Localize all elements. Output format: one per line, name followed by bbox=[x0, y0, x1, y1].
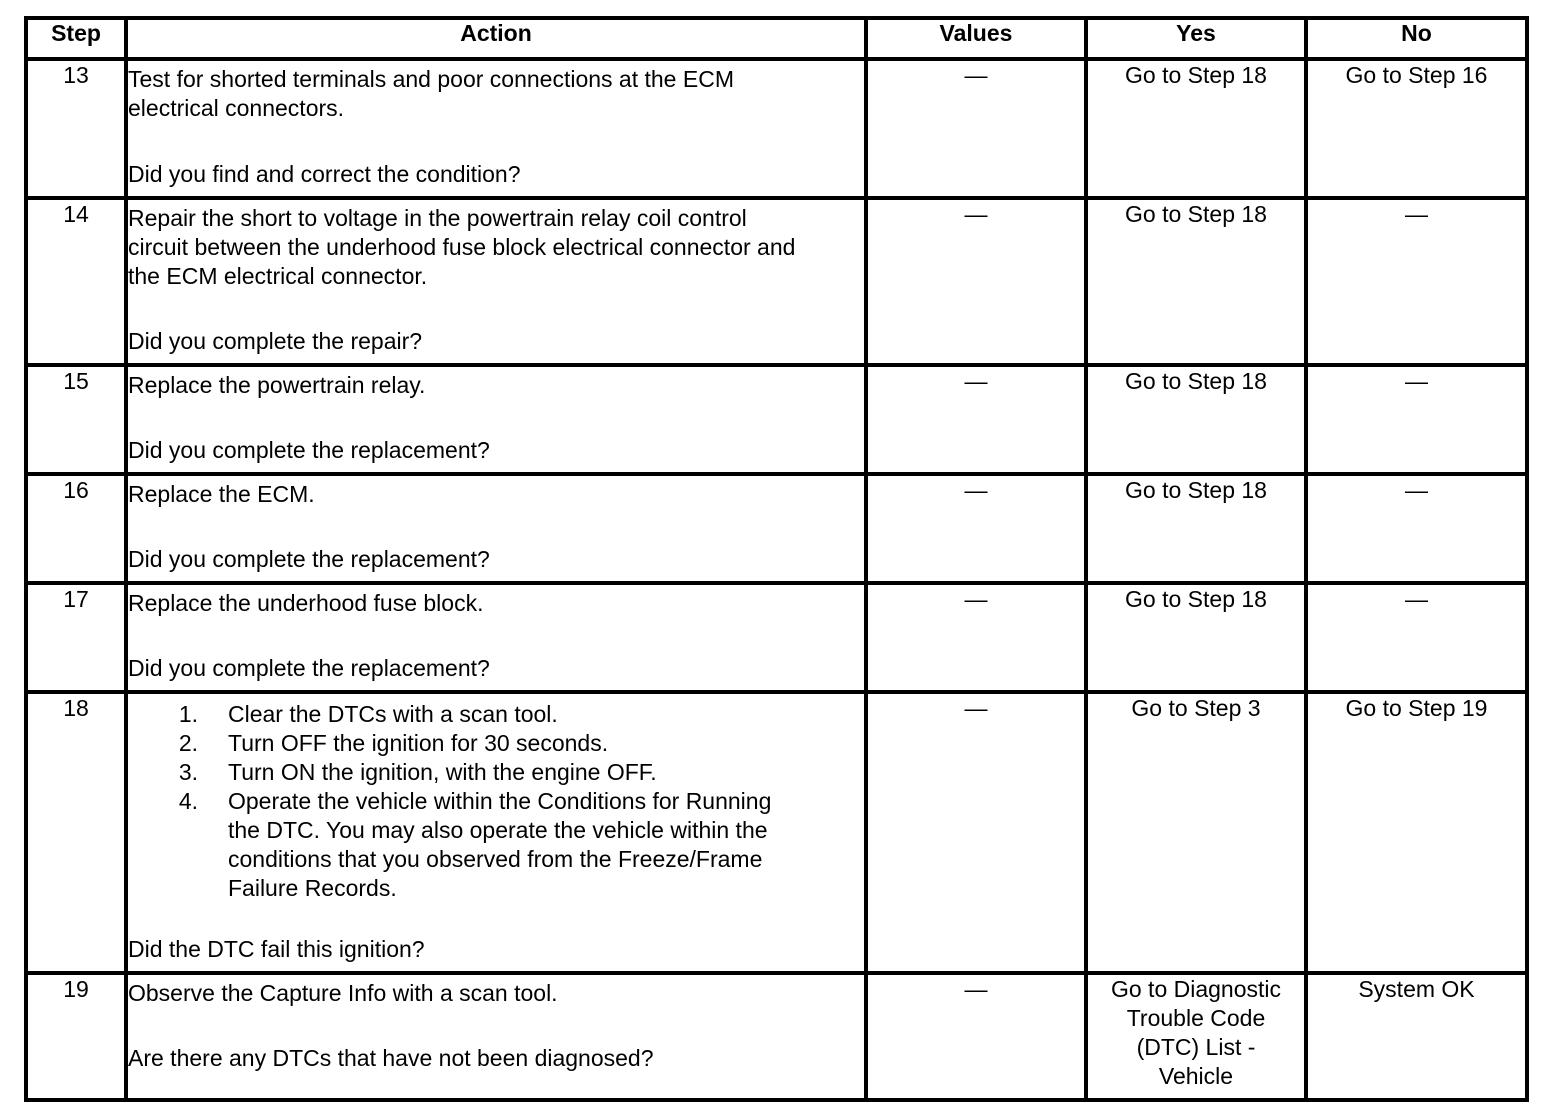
list-number: 4. bbox=[178, 788, 198, 814]
yes-cell bbox=[1086, 474, 1306, 583]
list-item bbox=[128, 700, 864, 729]
step-number: 18 bbox=[26, 692, 126, 973]
table-row bbox=[26, 692, 1527, 973]
list-number: 1. bbox=[178, 701, 198, 727]
list-text: Operate the vehicle within the Conditions for Running bbox=[228, 788, 772, 814]
no-cell bbox=[1306, 474, 1527, 583]
values-cell: — bbox=[866, 198, 1086, 365]
values-cell: — bbox=[866, 692, 1086, 973]
list-text: Turn OFF the ignition for 30 seconds. bbox=[228, 730, 609, 756]
yes-link[interactable]: Go to Step 18 bbox=[1125, 368, 1267, 394]
procedure-list bbox=[128, 700, 864, 903]
action-question: Did you complete the replacement? bbox=[128, 655, 490, 681]
action-question: Are there any DTCs that have not been diagnosed? bbox=[128, 1045, 654, 1071]
action-text: Repair the short to voltage in the powertrain relay coil control bbox=[128, 205, 747, 231]
table-row bbox=[26, 973, 1527, 1100]
header-no: No bbox=[1306, 18, 1527, 59]
yes-link[interactable]: Go to Step 18 bbox=[1125, 477, 1267, 503]
yes-cell bbox=[1086, 973, 1306, 1100]
yes-link[interactable]: Go to Step 18 bbox=[1125, 586, 1267, 612]
values-cell: — bbox=[866, 973, 1086, 1100]
table-row bbox=[26, 474, 1527, 583]
values-cell: — bbox=[866, 365, 1086, 474]
yes-cell bbox=[1086, 198, 1306, 365]
header-action: Action bbox=[126, 18, 866, 59]
list-number: 3. bbox=[178, 759, 198, 785]
list-item bbox=[128, 787, 864, 903]
no-cell bbox=[1306, 692, 1527, 973]
no-cell bbox=[1306, 583, 1527, 692]
list-item bbox=[128, 758, 864, 787]
yes-link-line: Go to Diagnostic bbox=[1110, 976, 1282, 1002]
step-number: 17 bbox=[26, 583, 126, 692]
yes-link[interactable]: Go to Step 3 bbox=[1131, 695, 1261, 721]
action-cell bbox=[126, 365, 866, 474]
action-text: Observe the Capture Info with a scan tool. bbox=[128, 980, 558, 1006]
header-yes: Yes bbox=[1086, 18, 1306, 59]
values-cell: — bbox=[866, 583, 1086, 692]
list-number: 2. bbox=[178, 730, 198, 756]
diagnostic-table bbox=[24, 16, 1529, 1102]
step-number: 15 bbox=[26, 365, 126, 474]
yes-cell bbox=[1086, 583, 1306, 692]
action-text: Replace the underhood fuse block. bbox=[128, 590, 484, 616]
list-text: Turn ON the ignition, with the engine OFF. bbox=[228, 759, 657, 785]
action-text: Replace the ECM. bbox=[128, 481, 315, 507]
action-question: Did the DTC fail this ignition? bbox=[128, 936, 425, 962]
no-value: — bbox=[1405, 368, 1428, 394]
yes-link[interactable]: Go to Step 18 bbox=[1125, 62, 1267, 88]
action-question: Did you complete the repair? bbox=[128, 328, 423, 354]
header-values: Values bbox=[866, 18, 1086, 59]
yes-link[interactable]: Go to Step 18 bbox=[1125, 201, 1267, 227]
action-cell bbox=[126, 973, 866, 1100]
list-item bbox=[128, 729, 864, 758]
action-text: Replace the powertrain relay. bbox=[128, 372, 426, 398]
table-row bbox=[26, 198, 1527, 365]
step-number: 14 bbox=[26, 198, 126, 365]
action-cell bbox=[126, 692, 866, 973]
header-row bbox=[26, 18, 1527, 59]
list-text: the DTC. You may also operate the vehicle within the bbox=[228, 817, 768, 843]
yes-cell bbox=[1086, 692, 1306, 973]
no-cell bbox=[1306, 59, 1527, 198]
yes-cell bbox=[1086, 59, 1306, 198]
no-link[interactable]: Go to Step 19 bbox=[1345, 695, 1488, 721]
step-number: 16 bbox=[26, 474, 126, 583]
action-question: Did you find and correct the condition? bbox=[128, 161, 521, 187]
yes-link-line: Vehicle bbox=[1158, 1063, 1234, 1089]
table-row bbox=[26, 59, 1527, 198]
list-text: Failure Records. bbox=[228, 875, 397, 901]
action-text: the ECM electrical connector. bbox=[128, 263, 428, 289]
no-link[interactable]: Go to Step 16 bbox=[1345, 62, 1488, 88]
action-text: electrical connectors. bbox=[128, 95, 345, 121]
no-value: — bbox=[1405, 586, 1428, 612]
action-cell bbox=[126, 59, 866, 198]
header-step: Step bbox=[26, 18, 126, 59]
yes-link[interactable] bbox=[1088, 975, 1304, 1091]
yes-link-line: (DTC) List - bbox=[1136, 1034, 1256, 1060]
action-cell bbox=[126, 198, 866, 365]
yes-cell bbox=[1086, 365, 1306, 474]
values-cell: — bbox=[866, 474, 1086, 583]
no-cell bbox=[1306, 365, 1527, 474]
no-cell bbox=[1306, 973, 1527, 1100]
yes-link-line: Trouble Code bbox=[1126, 1005, 1266, 1031]
action-cell bbox=[126, 583, 866, 692]
list-text: Clear the DTCs with a scan tool. bbox=[228, 701, 558, 727]
list-text: conditions that you observed from the Freeze/Frame bbox=[228, 846, 763, 872]
action-text: Test for shorted terminals and poor connections at the ECM bbox=[128, 66, 734, 92]
no-value: — bbox=[1405, 477, 1428, 503]
table-row bbox=[26, 365, 1527, 474]
step-number: 13 bbox=[26, 59, 126, 198]
no-result: System OK bbox=[1358, 976, 1475, 1002]
no-cell bbox=[1306, 198, 1527, 365]
action-text: circuit between the underhood fuse block electrical connector and bbox=[128, 234, 796, 260]
no-value: — bbox=[1405, 201, 1428, 227]
action-question: Did you complete the replacement? bbox=[128, 546, 490, 572]
action-question: Did you complete the replacement? bbox=[128, 437, 490, 463]
table-row bbox=[26, 583, 1527, 692]
step-number: 19 bbox=[26, 973, 126, 1100]
values-cell: — bbox=[866, 59, 1086, 198]
action-cell bbox=[126, 474, 866, 583]
